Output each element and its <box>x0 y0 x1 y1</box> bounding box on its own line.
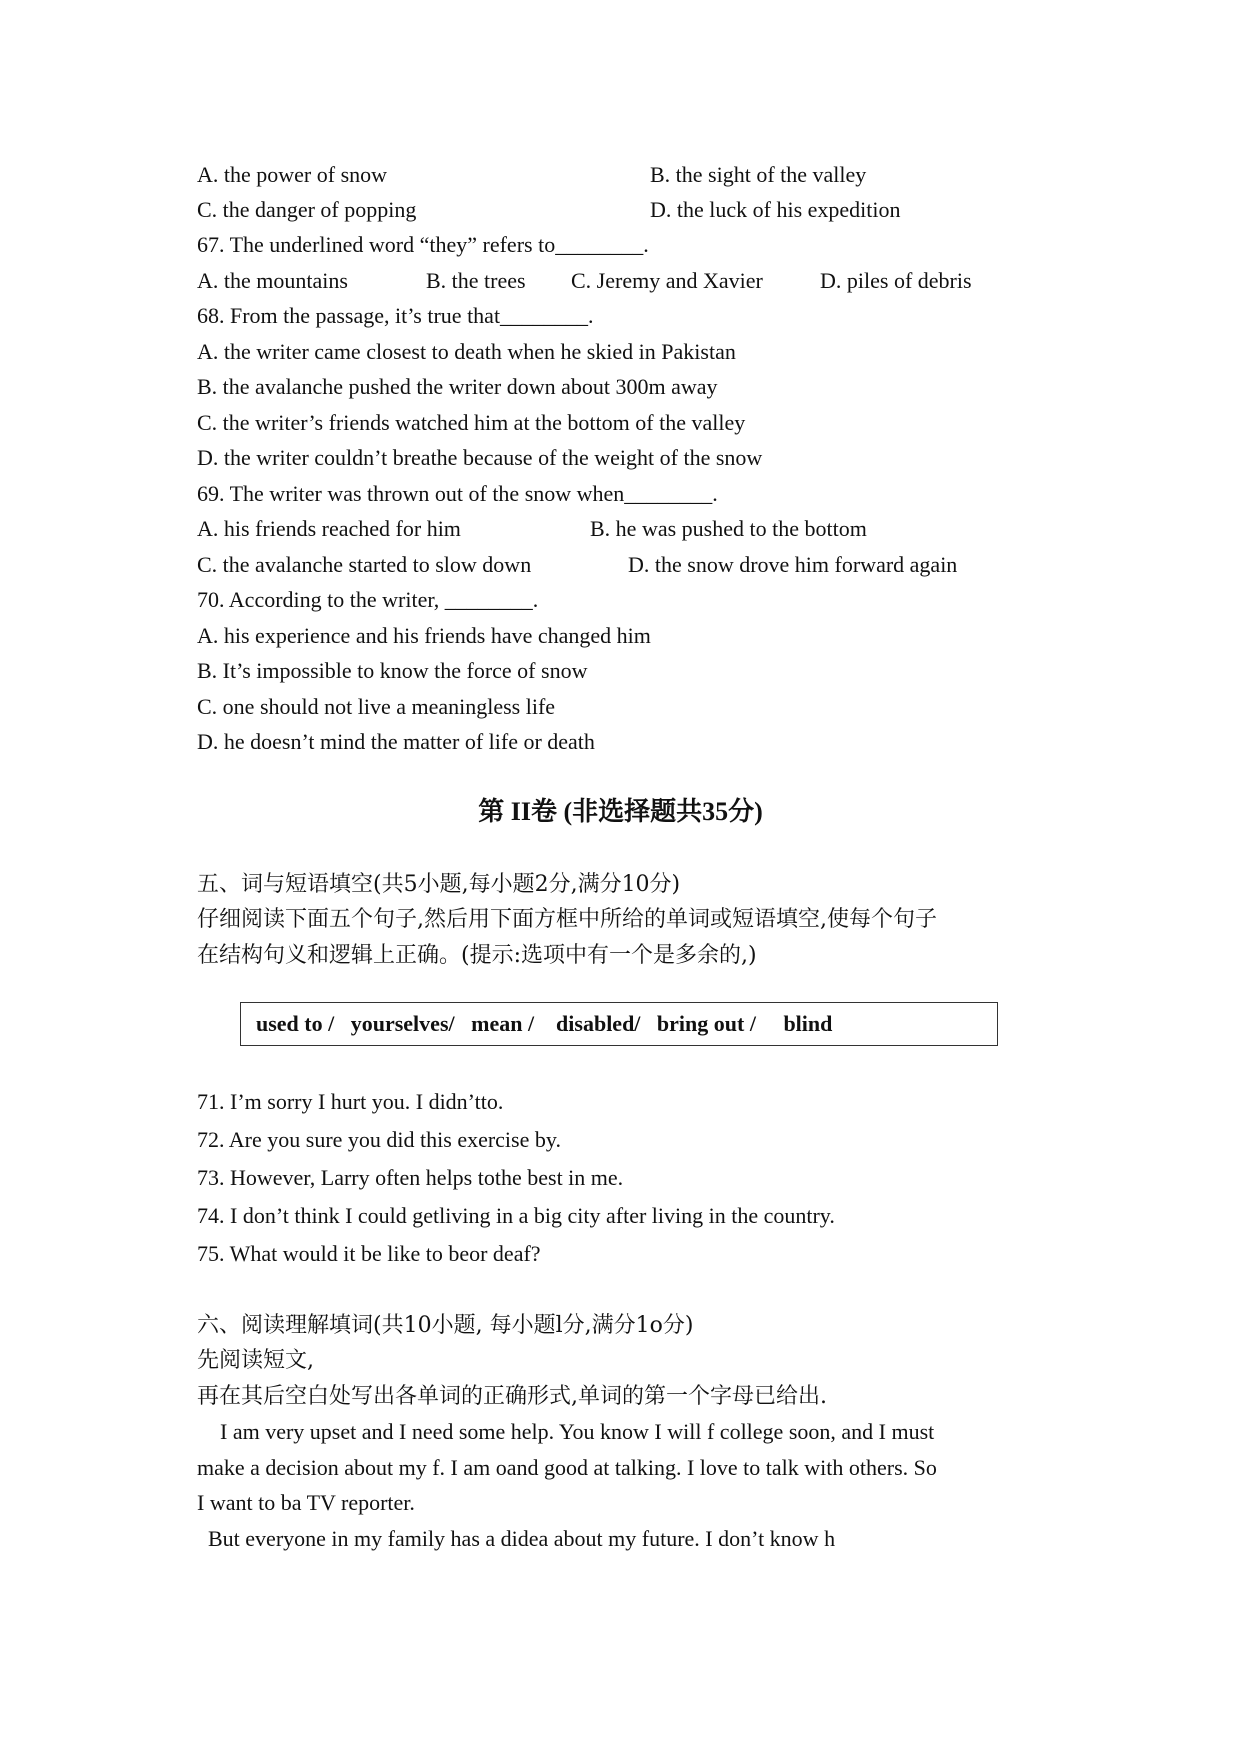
q66-option-d: D. the luck of his expedition <box>650 197 901 222</box>
q67-option-a: A. the mountains <box>197 268 348 293</box>
q72: 72. Are you sure you did this exercise by. <box>197 1127 561 1152</box>
q68-option-b: B. the avalanche pushed the writer down about 300m away <box>197 374 718 399</box>
passage-p1-line3: I want to ba TV reporter. <box>197 1490 415 1515</box>
section5-instruction-1: 仔细阅读下面五个句子,然后用下面方框中所给的单词或短语填空,使每个句子 <box>197 907 937 932</box>
q66-option-c: C. the danger of popping <box>197 197 417 222</box>
q67-option-c: C. Jeremy and Xavier <box>571 268 763 293</box>
word-bank-box <box>240 1002 998 1046</box>
word-bank-text: used to / yourselves/ mean / disabled/ bring out / blind <box>256 1011 833 1036</box>
section6-title: 六、阅读理解填词(共10小题, 每小题l分,满分1o分) <box>197 1313 694 1338</box>
q70-option-d: D. he doesn’t mind the matter of life or death <box>197 729 595 754</box>
section6-instruction-1: 先阅读短文, <box>197 1348 314 1373</box>
q68-option-c: C. the writer’s friends watched him at the bottom of the valley <box>197 410 746 435</box>
q68-option-a: A. the writer came closest to death when he skied in Pakistan <box>197 339 736 364</box>
q69-option-b: B. he was pushed to the bottom <box>590 516 867 541</box>
part2-heading: 第 II卷 (非选择题共35分) <box>478 797 763 826</box>
q70-option-a: A. his experience and his friends have changed him <box>197 623 651 648</box>
q67-option-d: D. piles of debris <box>820 268 972 293</box>
q66-option-b: B. the sight of the valley <box>650 162 867 187</box>
section5-title: 五、词与短语填空(共5小题,每小题2分,满分10分) <box>197 872 681 897</box>
section5-instruction-2: 在结构句义和逻辑上正确。(提示:选项中有一个是多余的,) <box>197 943 757 968</box>
q69-option-a: A. his friends reached for him <box>197 516 461 541</box>
q69-option-d: D. the snow drove him forward again <box>628 552 958 577</box>
q71: 71. I’m sorry I hurt you. I didn’tto. <box>197 1089 504 1114</box>
q67-option-b: B. the trees <box>426 268 526 293</box>
passage-p2-line1: But everyone in my family has a didea about my future. I don’t know h <box>208 1526 836 1551</box>
q73: 73. However, Larry often helps tothe best in me. <box>197 1165 624 1190</box>
passage-p1-line1: I am very upset and I need some help. You know I will f college soon, and I must <box>220 1419 935 1444</box>
q68-stem: 68. From the passage, it’s true that________. <box>197 303 594 328</box>
q69-option-c: C. the avalanche started to slow down <box>197 552 532 577</box>
q67-stem: 67. The underlined word “they” refers to________. <box>197 232 649 257</box>
passage-p1-line2: make a decision about my f. I am oand good at talking. I love to talk with others. So <box>197 1455 937 1480</box>
q69-stem: 69. The writer was thrown out of the snow when________. <box>197 481 718 506</box>
section6-instruction-2: 再在其后空白处写出各单词的正确形式,单词的第一个字母已给出. <box>197 1384 827 1409</box>
q74: 74. I don’t think I could getliving in a big city after living in the country. <box>197 1203 835 1228</box>
q68-option-d: D. the writer couldn’t breathe because of the weight of the snow <box>197 445 763 470</box>
q70-option-b: B. It’s impossible to know the force of snow <box>197 658 588 683</box>
q70-stem: 70. According to the writer, ________. <box>197 587 539 612</box>
q75: 75. What would it be like to beor deaf? <box>197 1241 541 1266</box>
q66-option-a: A. the power of snow <box>197 162 388 187</box>
q70-option-c: C. one should not live a meaningless life <box>197 694 556 719</box>
